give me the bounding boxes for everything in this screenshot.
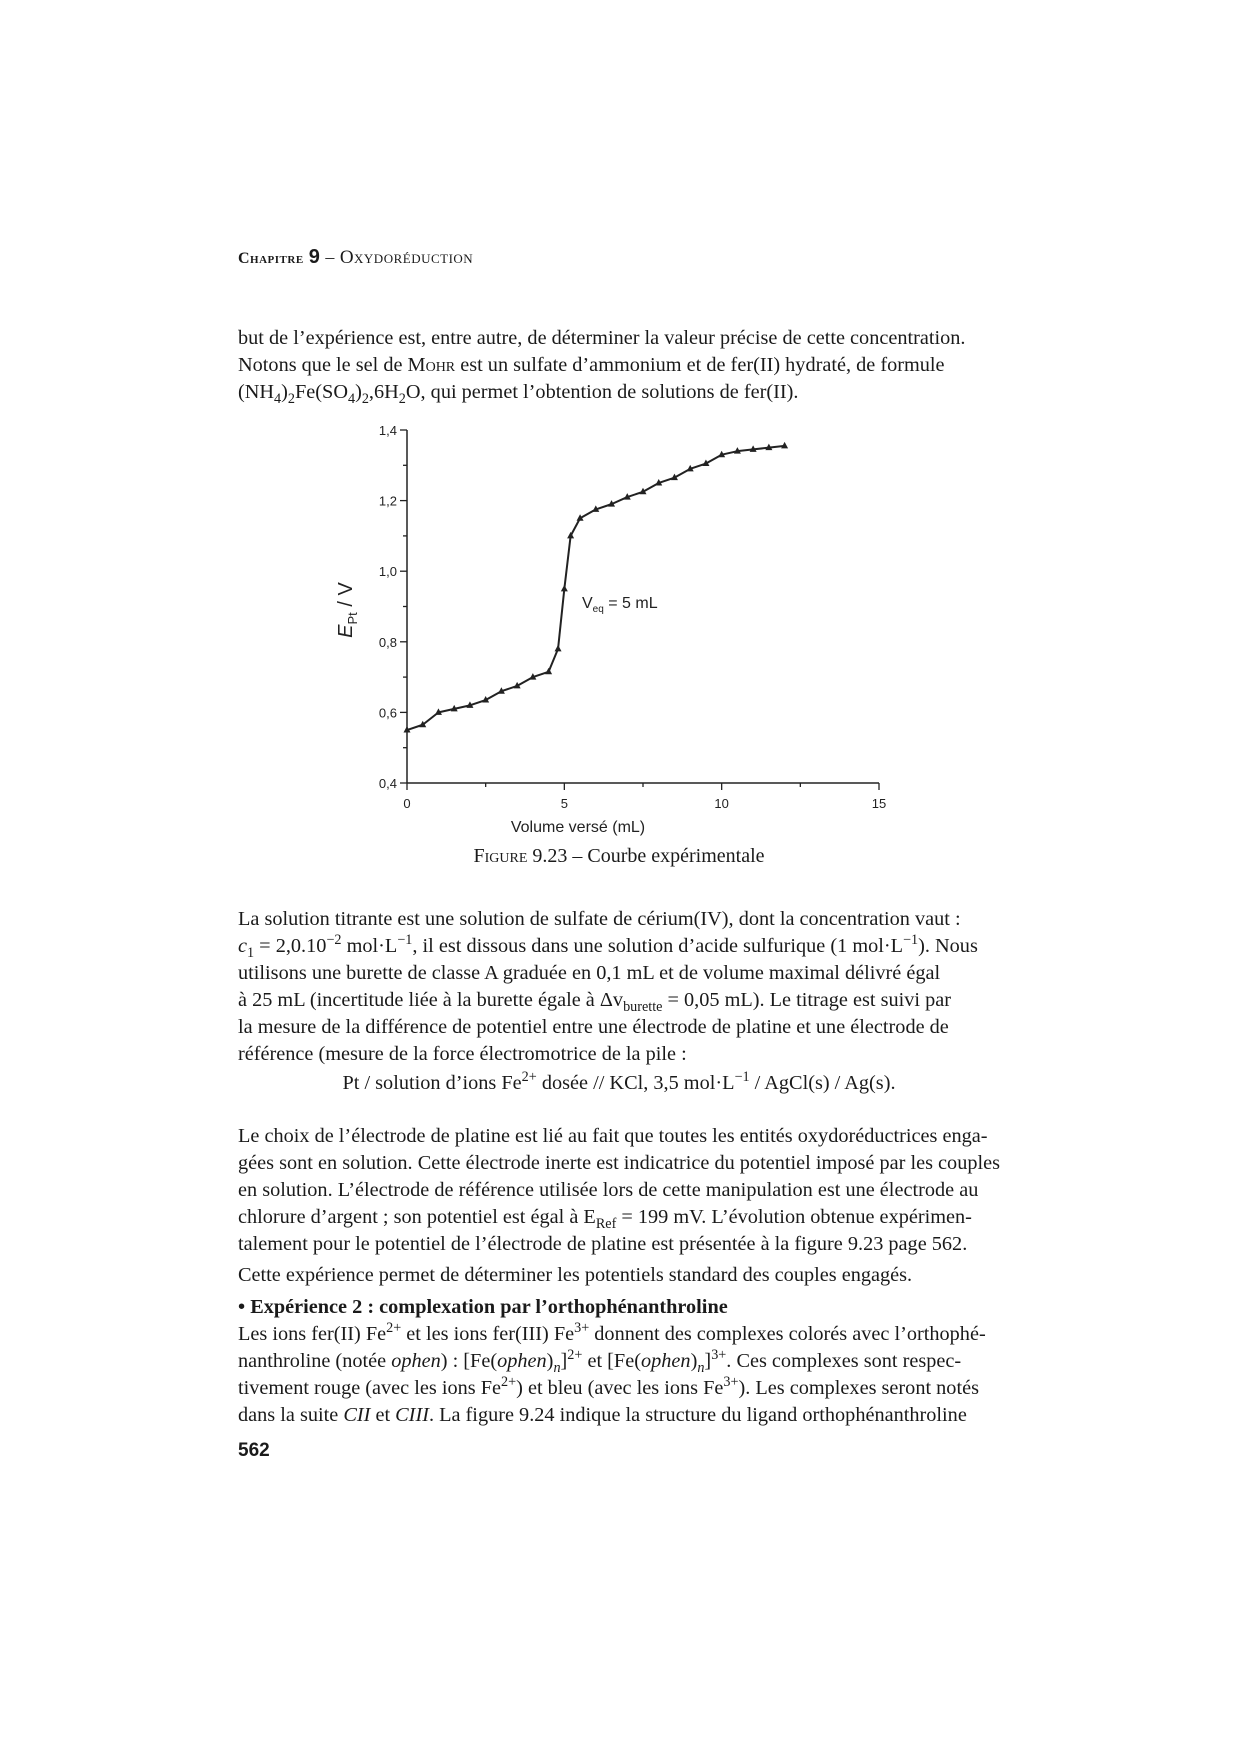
running-header (238, 246, 473, 269)
data-point (781, 442, 788, 449)
figure-titration-curve (320, 420, 920, 840)
x-tick-label: 10 (714, 796, 729, 811)
chapter-number: 9 (308, 246, 321, 268)
text-line: en solution. L’électrode de référence utilisée lors de cette manipulation est une électrode au (238, 1179, 979, 1201)
caption-number: 9.23 (532, 845, 568, 867)
chapter-title: Oxydoréduction (339, 247, 474, 268)
x-tick-label: 0 (403, 796, 411, 811)
chart-series (404, 442, 789, 733)
name-mohr: Mohr (407, 354, 456, 376)
section-experience-2 (238, 1294, 1000, 1429)
text-line: la mesure de la différence de potentiel entre une électrode de platine et une électrode de (238, 1016, 949, 1038)
text-line: dans la suite CII et CIII. La figure 9.24 indique la structure du ligand orthophénanthroline (238, 1404, 967, 1426)
paragraph-intro (238, 325, 1000, 406)
chart-ticks (379, 423, 886, 811)
header-separator: – (325, 247, 335, 267)
x-tick-label: 5 (560, 796, 568, 811)
y-tick-label: 0,4 (378, 776, 397, 791)
titration-chart (320, 420, 920, 840)
y-tick-label: 1,4 (378, 423, 397, 438)
data-point (555, 645, 562, 652)
paragraph-titrant (238, 906, 1000, 1068)
caption-text: – Courbe expérimentale (572, 845, 765, 867)
text-line: Notons que le sel de Mohr est un sulfate d’ammonium et de fer(II) hydraté, de formule (238, 354, 945, 376)
text-line: tivement rouge (avec les ions $Fe^{2+}$) et bleu (avec les ions $Fe^{3+}$). Les complexes seront notés (238, 1374, 979, 1399)
y-tick-label: 1,2 (378, 493, 397, 509)
caption-label: Figure (473, 845, 528, 867)
text-line: talement pour le potentiel de l’électrode de platine est présentée à la figure 9.23 page 562. (238, 1233, 968, 1255)
section-heading (238, 1294, 1000, 1321)
text-line: but de l’expérience est, entre autre, de déterminer la valeur précise de cette concentration. (238, 327, 966, 349)
x-tick-label: 15 (871, 796, 887, 811)
text-line: nanthroline (notée ophen) : $[Fe(ophen)_n]^{2+}$ et $[Fe(ophen)_n]^{3+}$. Ces complexes sont respec- (238, 1347, 962, 1377)
chapter-word: Chapitre (238, 250, 304, 267)
paragraph-standard (238, 1262, 1000, 1289)
cell-formula: Pt / solution d’ions $Fe^{2+}$ dosée // KCl, 3,5 $mol\cdot L^{-1}$ / AgCl(s) / Ag(s). (342, 1069, 896, 1094)
text-line: $c_1 = 2,0.10^{-2}$ $mol\cdot L^{-1}$, il est dissous dans une solution d’acide sulfurique (1 $mol\cdot L^{-1}$). Nous (238, 932, 978, 962)
paragraph-electrode (238, 1123, 1000, 1258)
y-tick-label: 0,8 (378, 634, 397, 650)
data-point (545, 668, 552, 675)
text-line: La solution titrante est une solution de sulfate de cérium(IV), dont la concentration vaut : (238, 908, 961, 930)
y-tick-label: 0,6 (378, 705, 397, 721)
series-line (407, 446, 785, 730)
section-title: Expérience 2 : complexation par l’orthophénanthroline (250, 1296, 728, 1318)
veq-annotation: $V_{eq} = 5$ mL (582, 595, 658, 615)
figure-caption (238, 845, 1000, 868)
text-line: utilisons une burette de classe A graduée en 0,1 mL et de volume maximal délivré égal (238, 962, 941, 984)
bullet: • (238, 1296, 246, 1318)
data-point (561, 585, 568, 592)
text-line: référence (mesure de la force électromotrice de la pile : (238, 1043, 687, 1065)
page-number: 562 (238, 1440, 270, 1461)
text-line: Cette expérience permet de déterminer les potentiels standard des couples engagés. (238, 1264, 913, 1286)
text-line: gées sont en solution. Cette électrode inerte est indicatrice du potentiel imposé par les couples (238, 1152, 1001, 1174)
y-tick-label: 1,0 (378, 564, 397, 580)
text-line: Le choix de l’électrode de platine est lié au fait que toutes les entités oxydoréductrices enga- (238, 1125, 988, 1147)
y-axis-label: $E_{Pt}$ / V (335, 582, 360, 638)
x-axis-label: Volume versé (mL) (510, 819, 646, 836)
text-line: à 25 mL (incertitude liée à la burette égale à $\Delta v_{burette} = 0,05$ mL). Le titrage est suivi par (238, 989, 951, 1016)
text-line: Les ions fer(II) $Fe^{2+}$ et les ions fer(III) $Fe^{3+}$ donnent des complexes colorés avec l’orthophé- (238, 1320, 986, 1345)
text-line-formula: $(NH_4)_2Fe(SO_4)_2,6H_2O$, qui permet l’obtention de solutions de fer(II). (238, 381, 799, 408)
text-line: chlorure d’argent ; son potentiel est égal à $E_{Ref} = 199$ mV. L’évolution obtenue expérimen- (238, 1206, 972, 1233)
